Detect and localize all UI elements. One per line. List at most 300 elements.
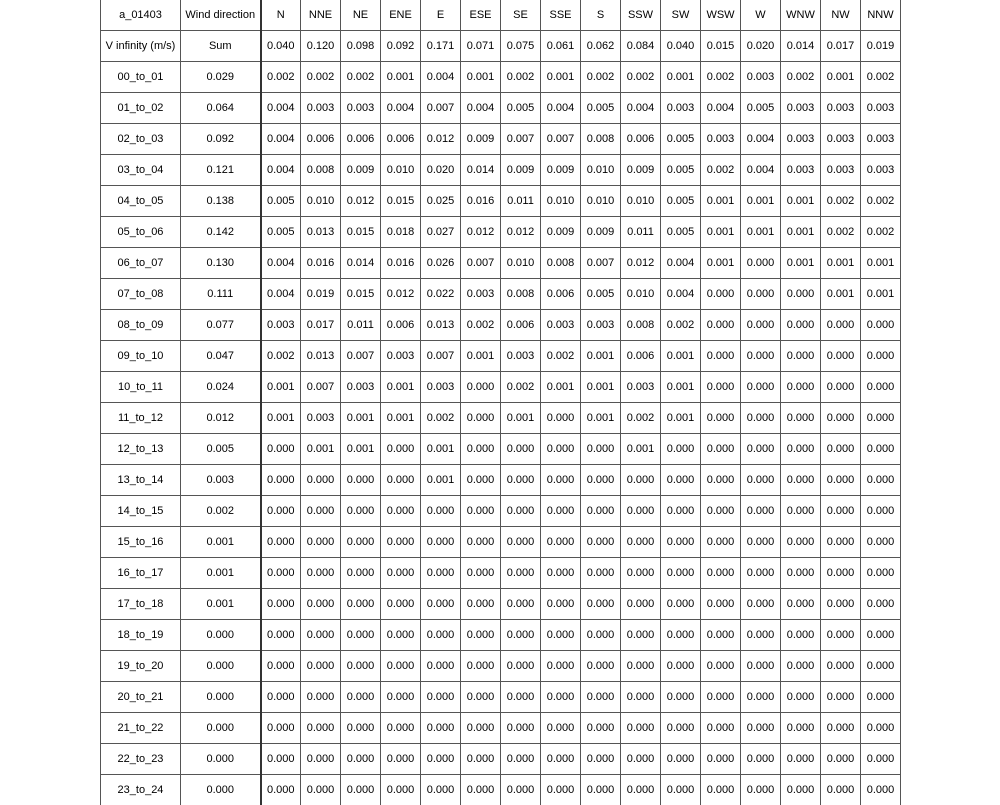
frequency-value-cell: 0.003 (261, 310, 301, 341)
frequency-value-cell: 0.000 (261, 775, 301, 805)
direction-header-cell: NW (821, 0, 861, 31)
frequency-value-cell: 0.001 (341, 434, 381, 465)
frequency-value-cell: 0.010 (501, 248, 541, 279)
frequency-value-cell: 0.000 (781, 434, 821, 465)
table-row (101, 93, 901, 124)
frequency-value-cell: 0.000 (701, 620, 741, 651)
frequency-value-cell: 0.000 (781, 341, 821, 372)
frequency-value-cell: 0.000 (301, 744, 341, 775)
frequency-value-cell: 0.000 (781, 651, 821, 682)
frequency-value-cell: 0.000 (581, 558, 621, 589)
frequency-value-cell: 0.002 (461, 310, 501, 341)
frequency-value-cell: 0.006 (501, 310, 541, 341)
frequency-value-cell: 0.000 (581, 589, 621, 620)
frequency-value-cell: 0.001 (781, 186, 821, 217)
frequency-value-cell: 0.000 (541, 465, 581, 496)
frequency-value-cell: 0.000 (461, 651, 501, 682)
frequency-value-cell: 0.000 (301, 465, 341, 496)
frequency-value-cell: 0.003 (661, 93, 701, 124)
speed-bin-label-cell: 12_to_13 (101, 434, 181, 465)
frequency-value-cell: 0.000 (701, 279, 741, 310)
frequency-value-cell: 0.010 (541, 186, 581, 217)
frequency-value-cell: 0.004 (261, 279, 301, 310)
frequency-value-cell: 0.000 (701, 372, 741, 403)
frequency-value-cell: 0.003 (461, 279, 501, 310)
frequency-value-cell: 0.003 (741, 62, 781, 93)
frequency-value-cell: 0.000 (821, 434, 861, 465)
frequency-value-cell: 0.000 (381, 589, 421, 620)
frequency-value-cell: 0.011 (341, 310, 381, 341)
row-sum-cell: 0.024 (181, 372, 261, 403)
frequency-value-cell: 0.000 (701, 310, 741, 341)
frequency-value-cell: 0.000 (581, 465, 621, 496)
frequency-value-cell: 0.002 (541, 341, 581, 372)
frequency-value-cell: 0.008 (581, 124, 621, 155)
frequency-value-cell: 0.005 (581, 279, 621, 310)
frequency-value-cell: 0.001 (581, 372, 621, 403)
frequency-value-cell: 0.002 (861, 62, 901, 93)
table-row (101, 744, 901, 775)
frequency-value-cell: 0.000 (781, 620, 821, 651)
frequency-value-cell: 0.010 (581, 186, 621, 217)
table-row (101, 372, 901, 403)
frequency-value-cell: 0.000 (421, 589, 461, 620)
frequency-value-cell: 0.005 (501, 93, 541, 124)
frequency-value-cell: 0.000 (821, 310, 861, 341)
frequency-value-cell: 0.006 (541, 279, 581, 310)
speed-bin-label-cell: 23_to_24 (101, 775, 181, 805)
frequency-value-cell: 0.000 (501, 651, 541, 682)
frequency-value-cell: 0.000 (461, 496, 501, 527)
direction-header-cell: SE (501, 0, 541, 31)
frequency-value-cell: 0.000 (661, 744, 701, 775)
frequency-value-cell: 0.009 (461, 124, 501, 155)
frequency-value-cell: 0.003 (581, 310, 621, 341)
frequency-value-cell: 0.004 (621, 93, 661, 124)
frequency-value-cell: 0.000 (661, 775, 701, 805)
speed-bin-label-cell: 08_to_09 (101, 310, 181, 341)
frequency-value-cell: 0.000 (861, 434, 901, 465)
frequency-value-cell: 0.000 (861, 713, 901, 744)
frequency-value-cell: 0.014 (341, 248, 381, 279)
frequency-value-cell: 0.004 (261, 93, 301, 124)
direction-header-cell: WSW (701, 0, 741, 31)
frequency-value-cell: 0.000 (781, 589, 821, 620)
frequency-value-cell: 0.004 (541, 93, 581, 124)
table-row (101, 186, 901, 217)
frequency-value-cell: 0.000 (581, 527, 621, 558)
frequency-value-cell: 0.000 (341, 775, 381, 805)
frequency-value-cell: 0.000 (861, 341, 901, 372)
frequency-value-cell: 0.000 (621, 744, 661, 775)
speed-bin-label-cell: 05_to_06 (101, 217, 181, 248)
frequency-value-cell: 0.009 (541, 217, 581, 248)
frequency-value-cell: 0.001 (501, 403, 541, 434)
speed-bin-label-cell: 09_to_10 (101, 341, 181, 372)
frequency-value-cell: 0.000 (581, 434, 621, 465)
frequency-value-cell: 0.015 (381, 186, 421, 217)
frequency-value-cell: 0.000 (821, 558, 861, 589)
row-sum-cell: 0.121 (181, 155, 261, 186)
frequency-value-cell: 0.000 (381, 527, 421, 558)
row-sum-cell: 0.001 (181, 527, 261, 558)
frequency-value-cell: 0.000 (581, 682, 621, 713)
frequency-value-cell: 0.026 (421, 248, 461, 279)
row-sum-cell: 0.142 (181, 217, 261, 248)
frequency-value-cell: 0.000 (461, 682, 501, 713)
frequency-value-cell: 0.025 (421, 186, 461, 217)
frequency-value-cell: 0.000 (541, 558, 581, 589)
frequency-value-cell: 0.000 (861, 527, 901, 558)
frequency-value-cell: 0.000 (381, 682, 421, 713)
frequency-value-cell: 0.001 (261, 403, 301, 434)
frequency-value-cell: 0.005 (261, 217, 301, 248)
direction-header-cell: ESE (461, 0, 501, 31)
frequency-value-cell: 0.002 (421, 403, 461, 434)
row-sum-cell: 0.092 (181, 124, 261, 155)
frequency-value-cell: 0.018 (381, 217, 421, 248)
frequency-value-cell: 0.010 (301, 186, 341, 217)
frequency-value-cell: 0.003 (301, 93, 341, 124)
direction-total-cell: 0.015 (701, 31, 741, 62)
frequency-value-cell: 0.000 (821, 682, 861, 713)
frequency-value-cell: 0.001 (741, 186, 781, 217)
table-body (101, 0, 901, 805)
speed-bin-label-cell: 11_to_12 (101, 403, 181, 434)
frequency-value-cell: 0.000 (781, 775, 821, 805)
frequency-value-cell: 0.001 (301, 434, 341, 465)
frequency-value-cell: 0.000 (861, 496, 901, 527)
frequency-value-cell: 0.000 (301, 558, 341, 589)
frequency-value-cell: 0.004 (261, 248, 301, 279)
frequency-value-cell: 0.003 (781, 155, 821, 186)
frequency-value-cell: 0.000 (341, 651, 381, 682)
frequency-value-cell: 0.001 (541, 62, 581, 93)
frequency-value-cell: 0.000 (261, 713, 301, 744)
frequency-value-cell: 0.000 (661, 558, 701, 589)
table-row (101, 589, 901, 620)
frequency-value-cell: 0.000 (381, 744, 421, 775)
corner-label-cell: a_01403 (101, 0, 181, 31)
row-sum-cell: 0.001 (181, 589, 261, 620)
frequency-value-cell: 0.000 (661, 589, 701, 620)
frequency-value-cell: 0.007 (341, 341, 381, 372)
frequency-value-cell: 0.004 (741, 124, 781, 155)
frequency-value-cell: 0.000 (741, 620, 781, 651)
table-row (101, 465, 901, 496)
frequency-value-cell: 0.000 (781, 527, 821, 558)
frequency-value-cell: 0.002 (501, 372, 541, 403)
direction-header-cell: SSW (621, 0, 661, 31)
frequency-value-cell: 0.010 (621, 279, 661, 310)
frequency-value-cell: 0.000 (661, 434, 701, 465)
frequency-value-cell: 0.006 (621, 124, 661, 155)
frequency-value-cell: 0.000 (301, 527, 341, 558)
frequency-value-cell: 0.001 (581, 403, 621, 434)
table-row (101, 682, 901, 713)
frequency-value-cell: 0.000 (861, 372, 901, 403)
frequency-value-cell: 0.004 (661, 279, 701, 310)
frequency-value-cell: 0.000 (821, 496, 861, 527)
speed-bin-label-cell: 15_to_16 (101, 527, 181, 558)
frequency-value-cell: 0.000 (301, 713, 341, 744)
row-sum-cell: 0.000 (181, 620, 261, 651)
totals-row (101, 31, 901, 62)
frequency-value-cell: 0.000 (381, 465, 421, 496)
frequency-value-cell: 0.000 (301, 620, 341, 651)
frequency-value-cell: 0.003 (861, 124, 901, 155)
frequency-value-cell: 0.000 (781, 372, 821, 403)
frequency-value-cell: 0.000 (621, 465, 661, 496)
frequency-value-cell: 0.000 (301, 651, 341, 682)
frequency-value-cell: 0.027 (421, 217, 461, 248)
frequency-value-cell: 0.000 (501, 682, 541, 713)
frequency-value-cell: 0.000 (421, 682, 461, 713)
frequency-value-cell: 0.000 (741, 775, 781, 805)
frequency-value-cell: 0.005 (261, 186, 301, 217)
table-row (101, 620, 901, 651)
frequency-value-cell: 0.007 (581, 248, 621, 279)
direction-total-cell: 0.092 (381, 31, 421, 62)
speed-bin-label-cell: 02_to_03 (101, 124, 181, 155)
frequency-value-cell: 0.000 (821, 372, 861, 403)
frequency-value-cell: 0.000 (821, 620, 861, 651)
frequency-value-cell: 0.006 (381, 310, 421, 341)
frequency-value-cell: 0.000 (541, 682, 581, 713)
frequency-value-cell: 0.000 (381, 651, 421, 682)
frequency-value-cell: 0.006 (381, 124, 421, 155)
row-sum-cell: 0.064 (181, 93, 261, 124)
frequency-value-cell: 0.001 (821, 279, 861, 310)
frequency-value-cell: 0.001 (821, 62, 861, 93)
direction-header-cell: E (421, 0, 461, 31)
frequency-value-cell: 0.001 (381, 372, 421, 403)
table-row (101, 651, 901, 682)
frequency-value-cell: 0.002 (501, 62, 541, 93)
frequency-value-cell: 0.011 (621, 217, 661, 248)
direction-header-cell: W (741, 0, 781, 31)
frequency-value-cell: 0.002 (781, 62, 821, 93)
frequency-value-cell: 0.000 (421, 775, 461, 805)
frequency-value-cell: 0.010 (621, 186, 661, 217)
frequency-value-cell: 0.002 (861, 217, 901, 248)
frequency-value-cell: 0.000 (461, 620, 501, 651)
frequency-value-cell: 0.012 (621, 248, 661, 279)
frequency-value-cell: 0.000 (741, 434, 781, 465)
frequency-value-cell: 0.000 (861, 558, 901, 589)
frequency-value-cell: 0.000 (541, 775, 581, 805)
frequency-value-cell: 0.005 (661, 155, 701, 186)
frequency-value-cell: 0.001 (661, 372, 701, 403)
frequency-value-cell: 0.002 (341, 62, 381, 93)
row-sum-cell: 0.077 (181, 310, 261, 341)
frequency-value-cell: 0.015 (341, 279, 381, 310)
frequency-value-cell: 0.001 (661, 403, 701, 434)
frequency-value-cell: 0.000 (461, 589, 501, 620)
frequency-value-cell: 0.002 (661, 310, 701, 341)
frequency-value-cell: 0.005 (661, 217, 701, 248)
frequency-value-cell: 0.003 (301, 403, 341, 434)
frequency-value-cell: 0.010 (581, 155, 621, 186)
direction-total-cell: 0.171 (421, 31, 461, 62)
frequency-value-cell: 0.012 (421, 124, 461, 155)
frequency-value-cell: 0.000 (701, 558, 741, 589)
frequency-value-cell: 0.000 (821, 775, 861, 805)
frequency-value-cell: 0.000 (701, 341, 741, 372)
speed-bin-label-cell: 19_to_20 (101, 651, 181, 682)
frequency-value-cell: 0.000 (781, 465, 821, 496)
frequency-value-cell: 0.001 (701, 248, 741, 279)
frequency-value-cell: 0.000 (461, 372, 501, 403)
frequency-value-cell: 0.001 (381, 62, 421, 93)
direction-header-cell: SSE (541, 0, 581, 31)
frequency-value-cell: 0.005 (741, 93, 781, 124)
row-sum-cell: 0.001 (181, 558, 261, 589)
frequency-value-cell: 0.001 (541, 372, 581, 403)
frequency-value-cell: 0.000 (861, 310, 901, 341)
frequency-value-cell: 0.001 (341, 403, 381, 434)
frequency-value-cell: 0.000 (741, 558, 781, 589)
frequency-value-cell: 0.000 (581, 775, 621, 805)
row-sum-cell: 0.000 (181, 775, 261, 805)
speed-bin-label-cell: 21_to_22 (101, 713, 181, 744)
direction-header-cell: N (261, 0, 301, 31)
frequency-value-cell: 0.000 (821, 713, 861, 744)
frequency-value-cell: 0.000 (861, 403, 901, 434)
frequency-value-cell: 0.001 (421, 434, 461, 465)
frequency-value-cell: 0.000 (701, 744, 741, 775)
frequency-value-cell: 0.007 (301, 372, 341, 403)
frequency-value-cell: 0.009 (541, 155, 581, 186)
frequency-value-cell: 0.000 (341, 558, 381, 589)
frequency-value-cell: 0.000 (701, 403, 741, 434)
speed-bin-label-cell: 18_to_19 (101, 620, 181, 651)
frequency-value-cell: 0.000 (821, 527, 861, 558)
frequency-value-cell: 0.000 (741, 682, 781, 713)
frequency-value-cell: 0.000 (741, 713, 781, 744)
frequency-value-cell: 0.017 (301, 310, 341, 341)
frequency-value-cell: 0.000 (501, 527, 541, 558)
frequency-value-cell: 0.001 (741, 217, 781, 248)
frequency-value-cell: 0.000 (781, 279, 821, 310)
frequency-value-cell: 0.019 (301, 279, 341, 310)
sum-label-cell: Sum (181, 31, 261, 62)
frequency-value-cell: 0.007 (421, 341, 461, 372)
frequency-value-cell: 0.000 (661, 527, 701, 558)
frequency-value-cell: 0.000 (301, 496, 341, 527)
frequency-value-cell: 0.006 (301, 124, 341, 155)
direction-total-cell: 0.019 (861, 31, 901, 62)
frequency-value-cell: 0.000 (301, 775, 341, 805)
frequency-value-cell: 0.003 (701, 124, 741, 155)
frequency-value-cell: 0.002 (701, 62, 741, 93)
frequency-value-cell: 0.002 (861, 186, 901, 217)
frequency-value-cell: 0.000 (341, 682, 381, 713)
frequency-value-cell: 0.000 (541, 651, 581, 682)
direction-total-cell: 0.040 (261, 31, 301, 62)
frequency-value-cell: 0.001 (661, 62, 701, 93)
frequency-value-cell: 0.001 (581, 341, 621, 372)
row-sum-cell: 0.000 (181, 713, 261, 744)
frequency-value-cell: 0.002 (581, 62, 621, 93)
row-sum-cell: 0.047 (181, 341, 261, 372)
frequency-value-cell: 0.000 (381, 713, 421, 744)
speed-bin-label-cell: 03_to_04 (101, 155, 181, 186)
frequency-value-cell: 0.000 (341, 744, 381, 775)
frequency-value-cell: 0.003 (821, 155, 861, 186)
frequency-value-cell: 0.000 (861, 744, 901, 775)
table-row (101, 310, 901, 341)
frequency-value-cell: 0.000 (501, 465, 541, 496)
frequency-value-cell: 0.000 (541, 434, 581, 465)
frequency-value-cell: 0.000 (781, 558, 821, 589)
frequency-value-cell: 0.022 (421, 279, 461, 310)
speed-bin-label-cell: 00_to_01 (101, 62, 181, 93)
frequency-value-cell: 0.000 (381, 496, 421, 527)
frequency-value-cell: 0.000 (461, 465, 501, 496)
table-row (101, 775, 901, 805)
frequency-value-cell: 0.000 (781, 310, 821, 341)
frequency-value-cell: 0.000 (421, 527, 461, 558)
frequency-value-cell: 0.001 (821, 248, 861, 279)
frequency-value-cell: 0.000 (501, 434, 541, 465)
frequency-value-cell: 0.005 (661, 124, 701, 155)
frequency-value-cell: 0.000 (621, 775, 661, 805)
frequency-value-cell: 0.000 (501, 620, 541, 651)
frequency-value-cell: 0.000 (421, 620, 461, 651)
frequency-value-cell: 0.020 (421, 155, 461, 186)
speed-bin-label-cell: 01_to_02 (101, 93, 181, 124)
frequency-value-cell: 0.000 (341, 620, 381, 651)
v-infinity-label-cell: V infinity (m/s) (101, 31, 181, 62)
frequency-value-cell: 0.000 (421, 558, 461, 589)
frequency-value-cell: 0.000 (501, 558, 541, 589)
direction-header-cell: NE (341, 0, 381, 31)
speed-bin-label-cell: 14_to_15 (101, 496, 181, 527)
frequency-value-cell: 0.000 (861, 775, 901, 805)
frequency-value-cell: 0.016 (381, 248, 421, 279)
row-sum-cell: 0.000 (181, 682, 261, 713)
speed-bin-label-cell: 06_to_07 (101, 248, 181, 279)
direction-header-cell: NNE (301, 0, 341, 31)
frequency-value-cell: 0.012 (501, 217, 541, 248)
frequency-value-cell: 0.000 (701, 651, 741, 682)
direction-total-cell: 0.017 (821, 31, 861, 62)
frequency-value-cell: 0.001 (781, 217, 821, 248)
frequency-value-cell: 0.008 (301, 155, 341, 186)
frequency-value-cell: 0.000 (581, 713, 621, 744)
table-row (101, 217, 901, 248)
frequency-value-cell: 0.004 (701, 93, 741, 124)
frequency-value-cell: 0.000 (621, 620, 661, 651)
frequency-value-cell: 0.002 (261, 341, 301, 372)
frequency-value-cell: 0.001 (461, 341, 501, 372)
direction-total-cell: 0.084 (621, 31, 661, 62)
frequency-value-cell: 0.000 (821, 744, 861, 775)
frequency-value-cell: 0.000 (341, 527, 381, 558)
wind-direction-header-cell: Wind direction (181, 0, 261, 31)
frequency-value-cell: 0.014 (461, 155, 501, 186)
row-sum-cell: 0.130 (181, 248, 261, 279)
frequency-value-cell: 0.003 (541, 310, 581, 341)
frequency-value-cell: 0.000 (861, 589, 901, 620)
frequency-value-cell: 0.003 (861, 155, 901, 186)
frequency-value-cell: 0.000 (741, 744, 781, 775)
frequency-value-cell: 0.000 (661, 465, 701, 496)
frequency-value-cell: 0.001 (701, 217, 741, 248)
frequency-value-cell: 0.000 (741, 465, 781, 496)
speed-bin-label-cell: 13_to_14 (101, 465, 181, 496)
